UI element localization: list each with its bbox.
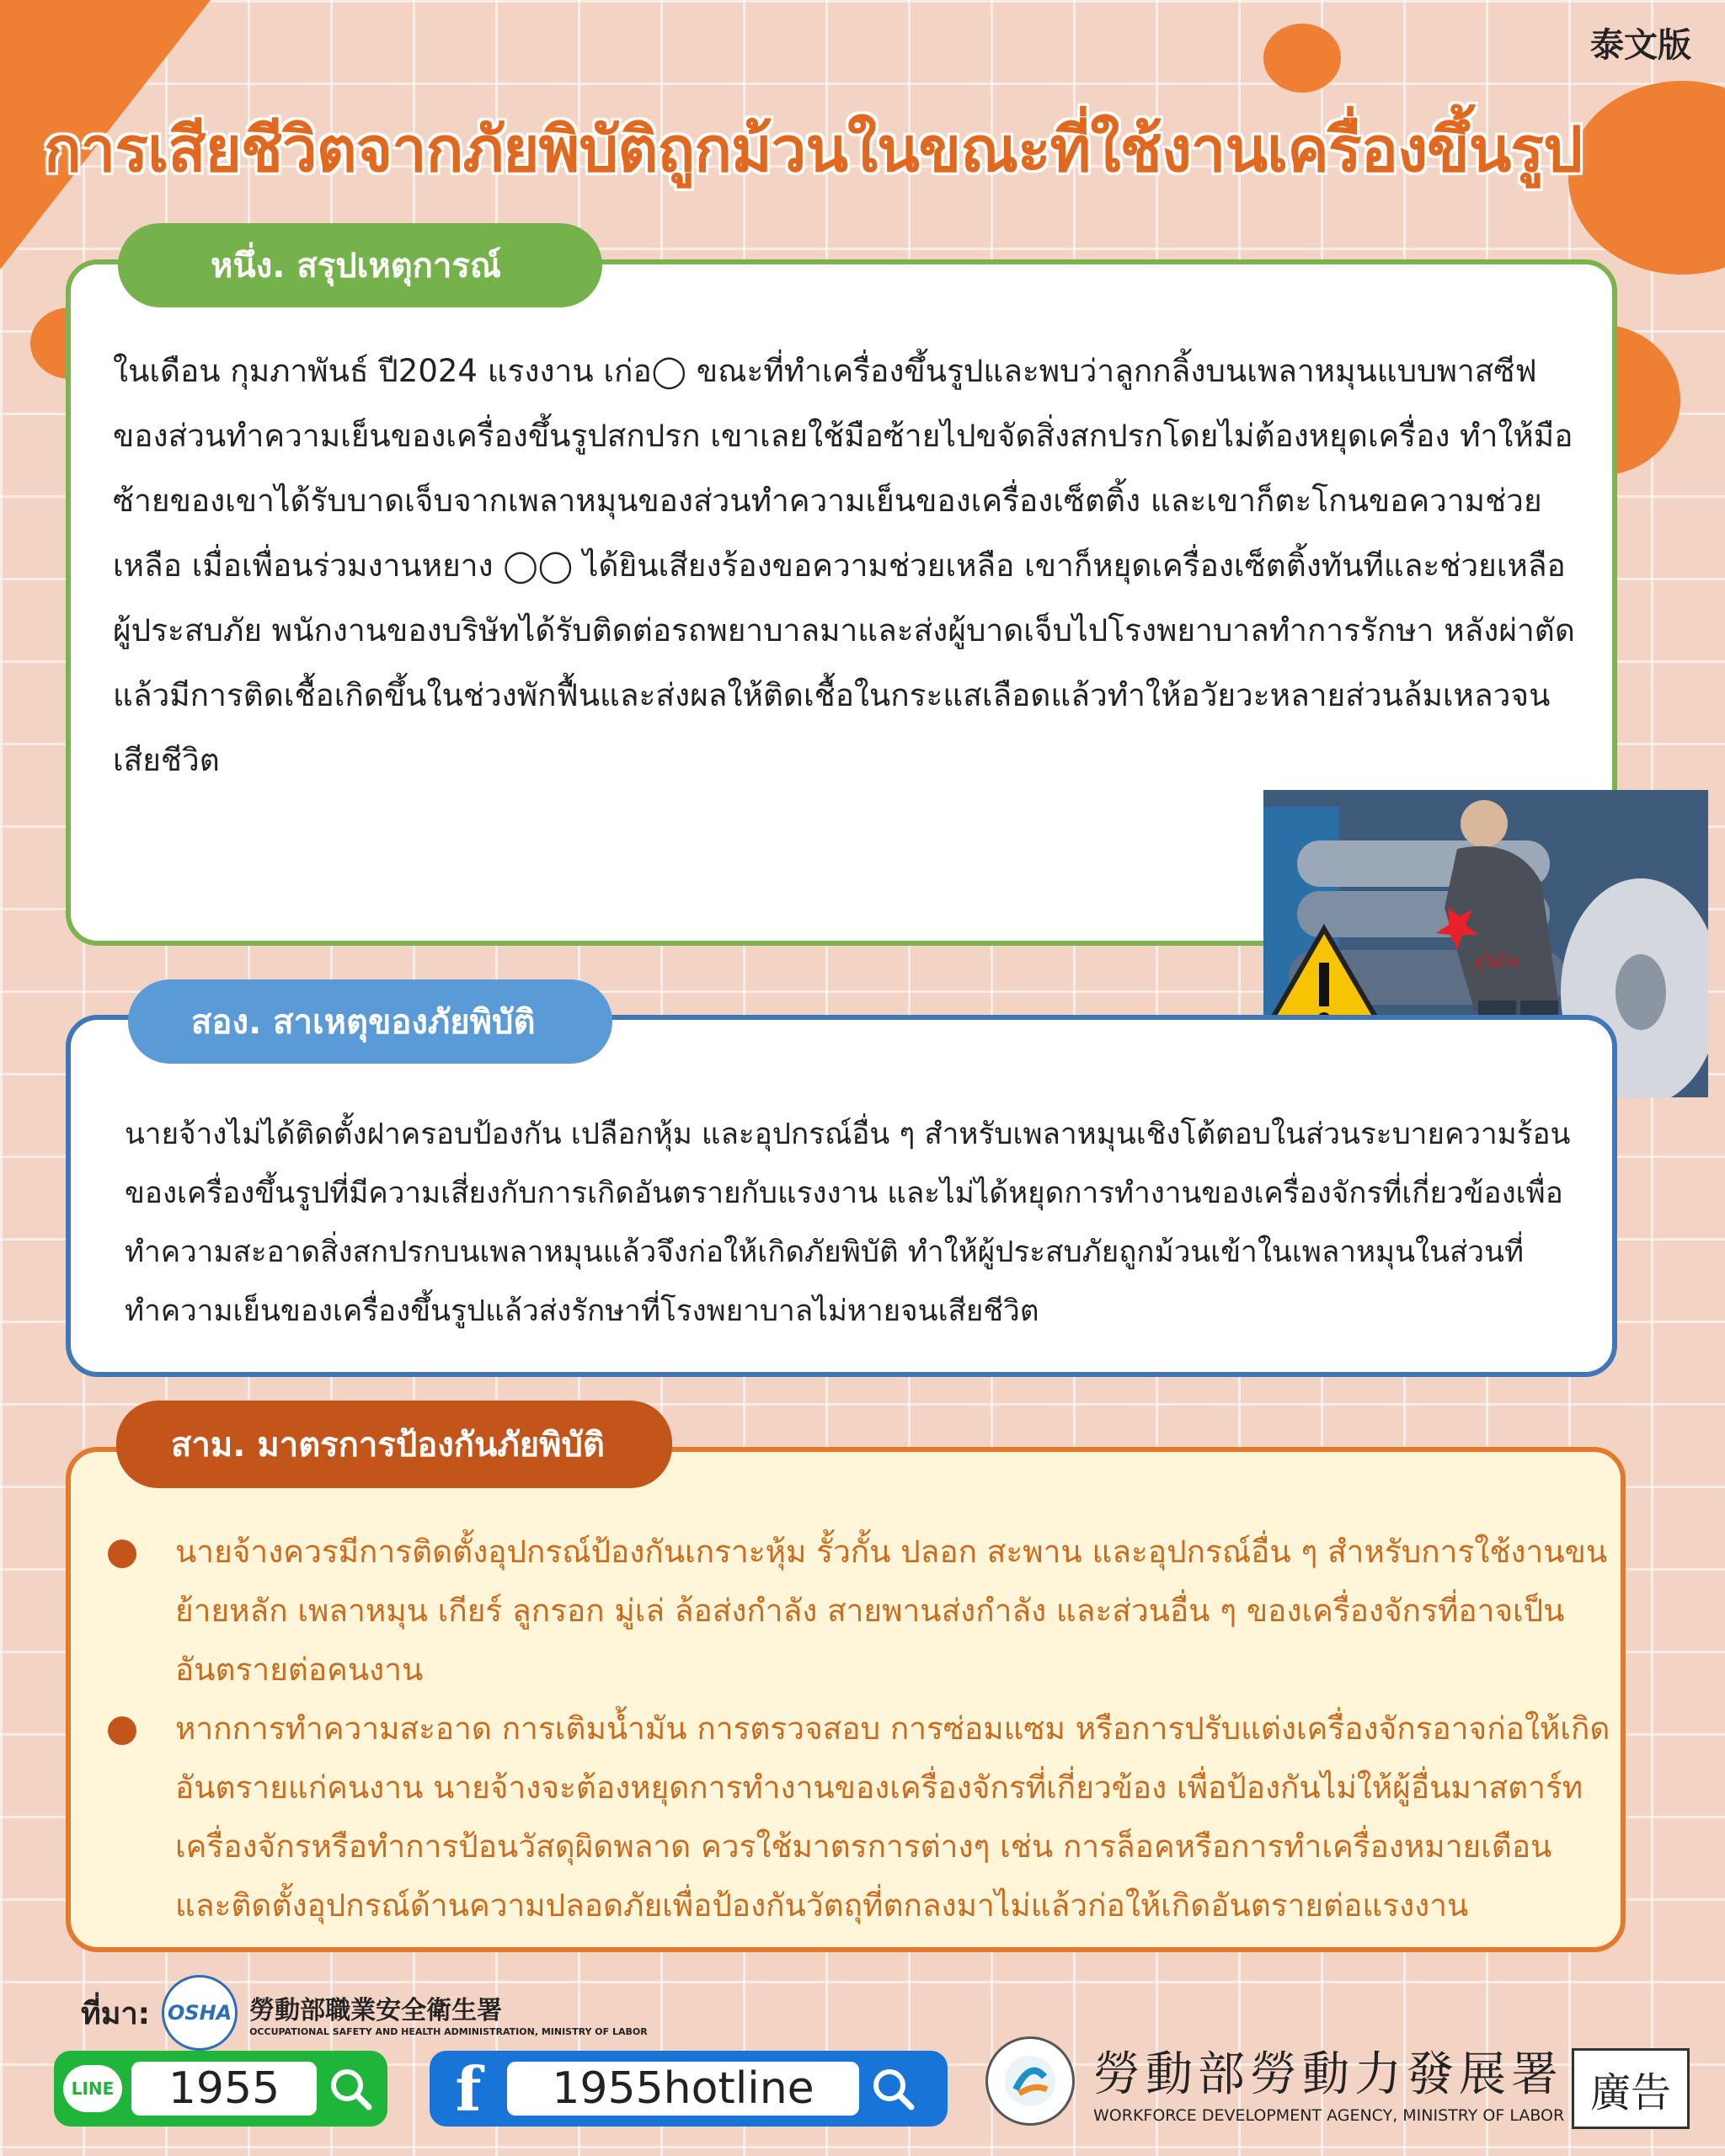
bullet-dot-icon [108, 1540, 136, 1568]
bullet-dot-icon [108, 1716, 136, 1745]
list-item-text: หากการทำความสะอาด การเติมน้ำมัน การตรวจสอบ การซ่อมแซม หรือการปรับแต่งเครื่องจักรอาจก่อให้เกิดอันตรายแก่คนงาน นายจ้างจะต้องหยุดการทำงานของเครื่องจักรที่เกี่ยวข้อง เพื่อป้องกันไม่ให้ผู้อื่นมาสตาร์ทเครื่องจักรหรือทำการป้อนวัสดุผิดพลาด ควรใช้มาตรการต่างๆ เช่น การล็อคหรือการทำเครื่องหมายเตือน และติดตั้งอุปกรณ์ด้านความปลอดภัยเพื่อป้องกันวัตถุที่ตกลงมาไม่แล้วก่อให้เกิดอันตรายต่อแรงงาน [175, 1710, 1610, 1924]
list-item [101, 1523, 1617, 1700]
section-summary-heading: หนึ่ง. สรุปเหตุการณ์ [118, 223, 602, 307]
list-item [101, 1700, 1617, 1935]
osha-logo-icon [162, 1975, 238, 2051]
search-icon[interactable] [317, 2065, 384, 2112]
facebook-id-field[interactable]: 1955hotline [507, 2062, 859, 2116]
decor-circle-top [1263, 24, 1341, 93]
source-label: ที่มา: [81, 1996, 151, 2031]
page-title: การเสียชีวิตจากภัยพิบัติถูกม้วนในขณะที่ใช้งานเครื่องขึ้นรูป [44, 114, 1583, 186]
agency-name [1093, 2037, 1564, 2125]
osha-logo-text: OSHA [167, 2001, 232, 2025]
line-hotline-bar[interactable] [54, 2051, 387, 2127]
search-icon[interactable] [859, 2065, 927, 2112]
list-item-text: นายจ้างควรมีการติดตั้งอุปกรณ์ป้องกันเกราะหุ้ม รั้วกั้น ปลอก สะพาน และอุปกรณ์อื่น ๆ สำหรับการใช้งานขนย้ายหลัก เพลาหมุน เกียร์ ลูกรอก มู่เล่ ล้อส่งกำลัง สายพานส่งกำลัง และส่วนอื่น ๆ ของเครื่องจักรที่อาจเป็นอันตรายต่อคนงาน [175, 1534, 1608, 1688]
source-credit [81, 1975, 648, 2051]
prevention-list [101, 1523, 1617, 1935]
section-prevention-heading: สาม. มาตรการป้องกันภัยพิบัติ [116, 1401, 672, 1488]
photo-annotation: ดูไม่ไซ [1474, 953, 1519, 971]
line-id-field[interactable]: 1955 [131, 2062, 317, 2116]
facebook-icon: f [455, 2052, 482, 2125]
section-cause-heading: สอง. สาเหตุของภัยพิบัติ [128, 979, 612, 1064]
osha-name [249, 1989, 648, 2037]
osha-name-en: OCCUPATIONAL SAFETY AND HEALTH ADMINISTRATION, MINISTRY OF LABOR [249, 2025, 648, 2037]
advertisement-badge: 廣告 [1572, 2048, 1690, 2129]
agency-credit [985, 2036, 1564, 2126]
agency-name-cn: 勞動部勞動力發展署 [1093, 2047, 1563, 2102]
osha-name-cn: 勞動部職業安全衛生署 [249, 1995, 503, 2025]
section-cause-text: นายจ้างไม่ได้ติดตั้งฝาครอบป้องกัน เปลือกหุ้ม และอุปกรณ์อื่น ๆ สำหรับเพลาหมุนเชิงโต้ตอบในส่วนระบายความร้อนของเครื่องขึ้นรูปที่มีความเสี่ยงกับการเกิดอันตรายกับแรงงาน และไม่ได้หยุดการทำงานของเครื่องจักรที่เกี่ยวข้องเพื่อทำความสะอาดสิ่งสกปรกบนเพลาหมุนแล้วจึงก่อให้เกิดภัยพิบัติ ทำให้ผู้ประสบภัยถูกม้วนเข้าในเพลาหมุนในส่วนที่ทำความเย็นของเครื่องขึ้นรูปแล้วส่งรักษาที่โรงพยาบาลไม่หายจนเสียชีวิต [125, 1118, 1571, 1328]
section-summary-text: ในเดือน กุมภาพันธ์ ปี2024 แรงงาน เก่อ◯ ขณะที่ทำเครื่องขึ้นรูปและพบว่าลูกกลิ้งบนเพลาหมุนแบบพาสซีฟของส่วนทำความเย็นของเครื่องขึ้นรูปสกปรก เขาเลยใช้มือซ้ายไปขจัดสิ่งสกปรกโดยไม่ต้องหยุดเครื่อง ทำให้มือซ้ายของเขาได้รับบาดเจ็บจากเพลาหมุนของส่วนทำความเย็นของเครื่องเซ็ตติ้ง และเขาก็ตะโกนขอความช่วยเหลือ เมื่อเพื่อนร่วมงานหยาง ◯◯ ได้ยินเสียงร้องขอความช่วยเหลือ เขาก็หยุดเครื่องเซ็ตติ้งทันทีและช่วยเหลือผู้ประสบภัย พนักงานของบริษัทได้รับติดต่อรถพยาบาลมาและส่งผู้บาดเจ็บไปโรงพยาบาลทำการรักษา หลังผ่าตัดแล้วมีการติดเชื้อเกิดขึ้นในช่วงพักฟื้นและส่งผลให้ติดเชื้อในกระแสเลือดแล้วทำให้อวัยวะหลายส่วนล้มเหลวจนเสียชีวิต [113, 353, 1575, 778]
language-tag: 泰文版 [1590, 26, 1691, 65]
line-icon: LINE [54, 2065, 131, 2112]
agency-logo-icon [985, 2036, 1075, 2126]
facebook-hotline-bar[interactable] [430, 2051, 948, 2127]
agency-name-en: WORKFORCE DEVELOPMENT AGENCY, MINISTRY OF LABOR [1093, 2106, 1565, 2125]
